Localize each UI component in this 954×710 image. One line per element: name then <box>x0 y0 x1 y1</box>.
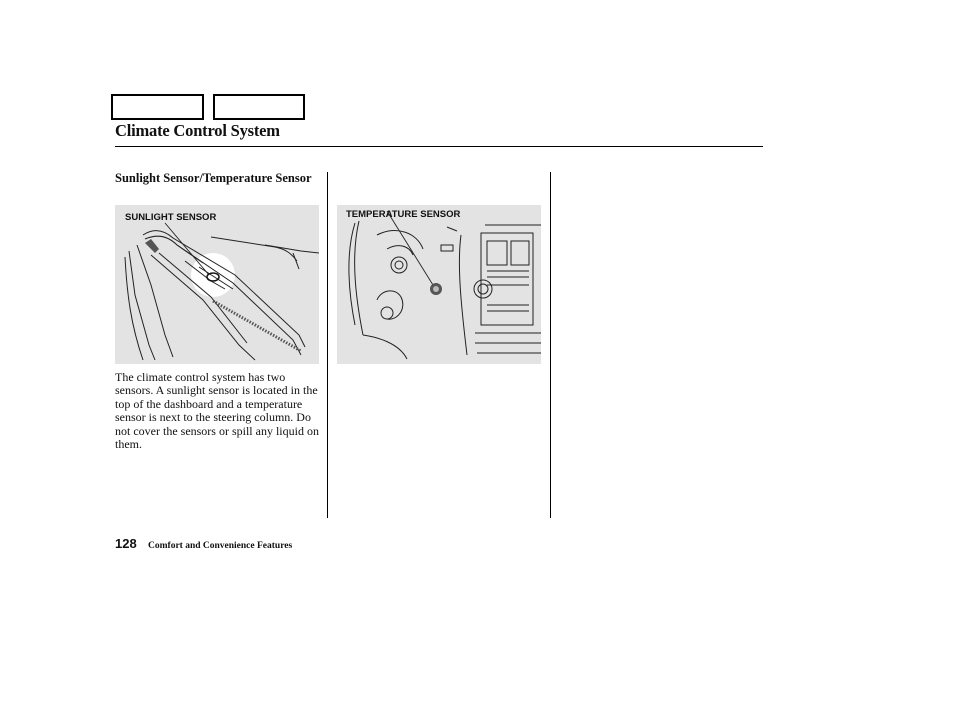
sunlight-sensor-illustration <box>115 205 319 364</box>
nav-tab-box-2[interactable] <box>213 94 305 120</box>
footer-section-name: Comfort and Convenience Features <box>148 541 293 551</box>
page-title: Climate Control System <box>115 121 280 140</box>
temperature-sensor-illustration <box>337 205 541 364</box>
temperature-sensor-figure <box>337 205 541 364</box>
section-heading: Sunlight Sensor/Temperature Sensor <box>115 171 312 185</box>
column-divider-left <box>327 172 328 518</box>
sunlight-sensor-label: SUNLIGHT SENSOR <box>125 212 217 223</box>
title-divider <box>115 146 763 147</box>
section-body-text: The climate control system has two sensors. A sunlight sensor is located in the top of the dashboard and a temperature sensor is next to the steering column. Do not cover the sensors or spill any liquid on them. <box>115 370 319 452</box>
nav-tab-box-1[interactable] <box>111 94 204 120</box>
column-divider-right <box>550 172 551 518</box>
page-number: 128 <box>115 536 137 551</box>
temperature-sensor-label: TEMPERATURE SENSOR <box>346 209 461 220</box>
sunlight-sensor-figure <box>115 205 319 364</box>
